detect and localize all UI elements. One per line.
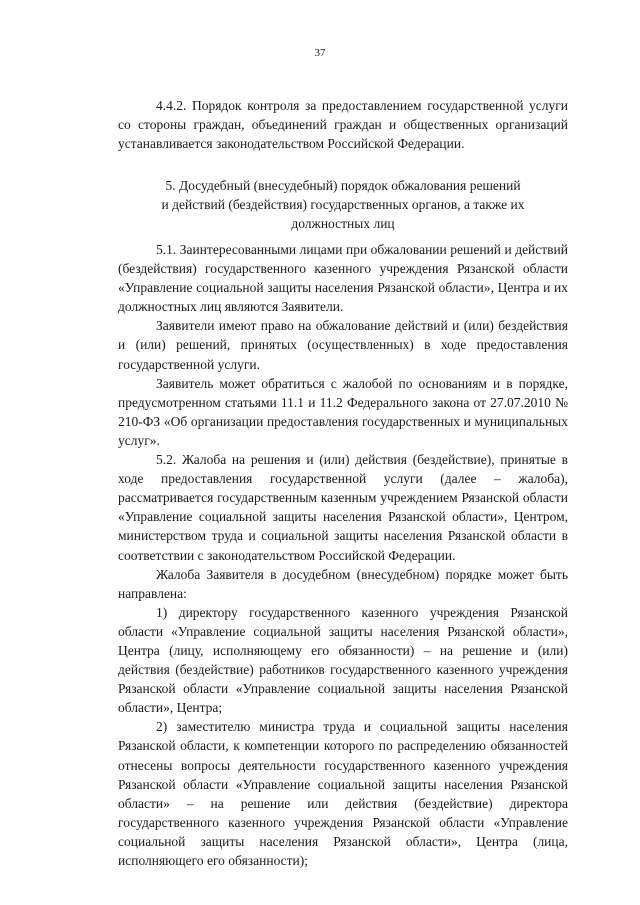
section-4-4-2 bbox=[118, 96, 568, 153]
paragraph-complaint-grounds: Заявитель может обратиться с жалобой по основаниям и в порядке, предусмотренном статьями 11.1 и 11.2 Федерального закона от 27.07.2010 № 210-ФЗ «Об организации предоставления государственных и муниципальных услуг». bbox=[118, 375, 568, 448]
heading-line-3: должностных лиц bbox=[291, 216, 395, 232]
heading-line-1: 5. Досудебный (внесудебный) порядок обжалования решений bbox=[165, 178, 521, 193]
list-item-2: 2) заместителю министра труда и социальной защиты населения Рязанской области, к компетенции которого по распределению обязанностей отнесены вопросы деятельности государственного казенного учреждения Рязанской области «Управление социальной защиты населения Рязанской области» – на решение или действия (бездействие) директора государственного казенного учреждения Рязанской области «Управление социальной защиты населения Рязанской области», Центра (лица, исполняющего его обязанности); bbox=[118, 719, 568, 868]
list-item-1: 1) директору государственного казенного учреждения Рязанской области «Управление социальной защиты населения Рязанской области», Центра (лицу, исполняющему его обязанности) – на решение и (или) действия (бездействие) работников государственного казенного учреждения Рязанской области «Управление социальной защиты населения Рязанской области», Центра; bbox=[118, 604, 568, 716]
section-5-heading bbox=[118, 176, 568, 233]
paragraph-appeal-right: Заявители имеют право на обжалование действий и (или) бездействия и (или) решений, принятых (осуществленных) в ходе предоставления государственной услуги. bbox=[118, 318, 568, 372]
paragraph-5-1: 5.1. Заинтересованными лицами при обжаловании решений и действий (бездействия) государственного казенного учреждения Рязанской области «Управление социальной защиты населения Рязанской области», Центра и их должностных лиц являются Заявители. bbox=[118, 242, 568, 315]
paragraph-5-2: 5.2. Жалоба на решения и (или) действия (бездействие), принятые в ходе предоставления государственной услуги (далее – жалоба), рассматривается государственным казенным учреждением Рязанской области «Управление социальной защиты населения Рязанской области», Центром, министерством труда и социальной защиты населения Рязанской области в соответствии с законодательством Российской Федерации. bbox=[118, 452, 568, 563]
paragraph-4-4-2: 4.4.2. Порядок контроля за предоставлением государственной услуги со стороны граждан, объединений граждан и общественных организаций устанавливается законодательством Российской Федерации. bbox=[118, 98, 568, 152]
heading-line-2: и действий (бездействия) государственных органов, а также их bbox=[161, 197, 525, 213]
page-number: 37 bbox=[314, 47, 326, 59]
paragraph-complaint-directed: Жалоба Заявителя в досудебном (внесудебном) порядке может быть направлена: bbox=[118, 566, 568, 601]
section-5-body bbox=[118, 240, 568, 870]
